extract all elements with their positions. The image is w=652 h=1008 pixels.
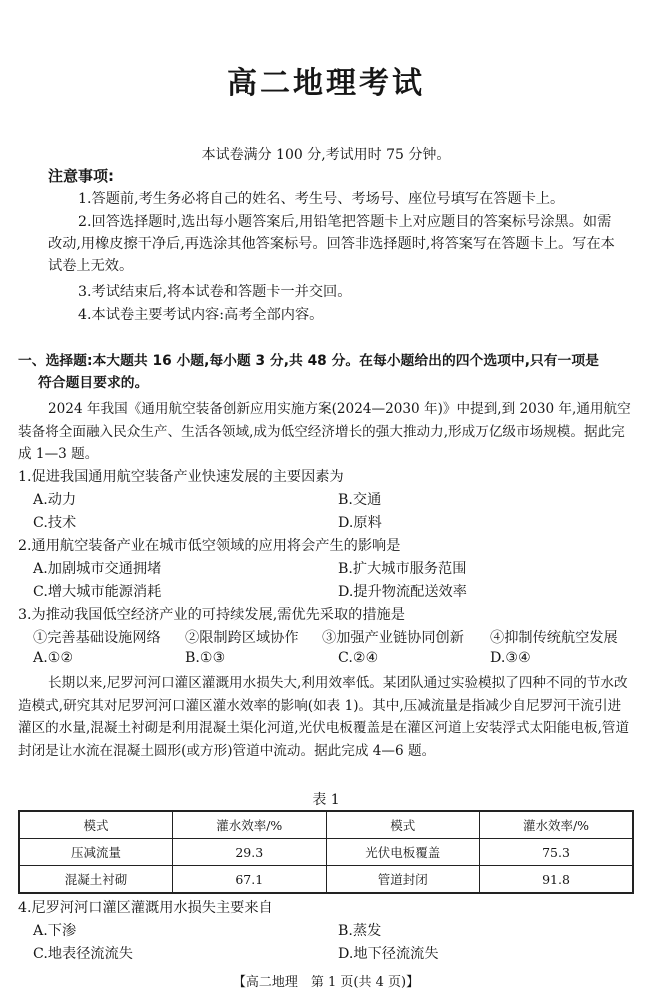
question-4-option-c[interactable]: C.地表径流流失 xyxy=(33,946,133,962)
table-cell: 管道封闭 xyxy=(326,866,480,894)
table-header-cell: 灌水效率/% xyxy=(173,811,327,839)
question-3-statement-1: ①完善基础设施网络 xyxy=(33,630,161,646)
question-2-stem: 2.通用航空装备产业在城市低空领域的应用将会产生的影响是 xyxy=(18,538,401,554)
question-4-option-d[interactable]: D.地下径流流失 xyxy=(338,946,439,962)
question-2-option-b[interactable]: B.扩大城市服务范围 xyxy=(338,561,467,577)
passage-1: 2024 年我国《通用航空装备创新应用实施方案(2024—2030 年)》中提到,到 2030 年,通用航空装备将全面融入民众生产、生活各领域,成为低空经济增长的强大推动力,形成万亿级市场规模。据此完成 1—3 题。 xyxy=(18,401,631,463)
page-title: 高二地理考试 xyxy=(227,66,425,101)
table-cell: 67.1 xyxy=(173,866,327,894)
table-cell: 91.8 xyxy=(480,866,634,894)
notice-item: 4.本试卷主要考试内容:高考全部内容。 xyxy=(78,307,324,323)
table-caption: 表 1 xyxy=(312,792,340,808)
section-heading xyxy=(18,350,638,394)
irrigation-efficiency-table xyxy=(18,810,634,894)
table-cell: 29.3 xyxy=(173,839,327,866)
section-heading-line2: 符合题目要求的。 xyxy=(38,375,149,391)
question-4-stem: 4.尼罗河河口灌区灌溉用水损失主要来自 xyxy=(18,900,273,916)
question-2-option-a[interactable]: A.加剧城市交通拥堵 xyxy=(33,561,162,577)
question-1-option-d[interactable]: D.原料 xyxy=(338,515,382,531)
section-heading-line1: 一、选择题:本大题共 16 小题,每小题 3 分,共 48 分。在每小题给出的四个选项中,只有一项是 xyxy=(18,353,599,369)
notice-item: 2.回答选择题时,选出每小题答案后,用铅笔把答题卡上对应题目的答案标号涂黑。如需改动,用橡皮擦干净后,再选涂其他答案标号。回答非选择题时,将答案写在答题卡上。写在本试卷上无效。 xyxy=(48,214,615,274)
table-row xyxy=(19,866,633,894)
passage-2: 长期以来,尼罗河河口灌区灌溉用水损失大,利用效率低。某团队通过实验模拟了四种不同的节水改造模式,研究其对尼罗河河口灌区灌水效率的影响(如表 1)。其中,压减流量是指减少自尼罗河干流引进灌区的水量,混凝土衬砌是利用混凝土渠化河道,光伏电板覆盖是在灌区河道上安装浮式太阳能电板,管道封闭是让水流在混凝土圆形(或方形)管道中流动。据此完成 4—6 题。 xyxy=(18,675,630,759)
question-1-option-b[interactable]: B.交通 xyxy=(338,492,382,508)
table-header-cell: 模式 xyxy=(326,811,480,839)
question-1-option-a[interactable]: A.动力 xyxy=(33,492,77,508)
question-3-option-d[interactable]: D.③④ xyxy=(490,650,531,666)
exam-info: 本试卷满分 100 分,考试用时 75 分钟。 xyxy=(201,147,451,163)
table-cell: 光伏电板覆盖 xyxy=(326,839,480,866)
question-3-option-b[interactable]: B.①③ xyxy=(185,650,226,666)
table-header-cell: 模式 xyxy=(19,811,173,839)
question-2-option-c[interactable]: C.增大城市能源消耗 xyxy=(33,584,162,600)
page-footer: 【高二地理 第 1 页(共 4 页)】 xyxy=(232,975,420,990)
table-row xyxy=(19,839,633,866)
question-1-option-c[interactable]: C.技术 xyxy=(33,515,77,531)
notice-item: 3.考试结束后,将本试卷和答题卡一并交回。 xyxy=(78,284,352,300)
question-3-statement-3: ③加强产业链协同创新 xyxy=(322,630,464,646)
question-4-option-a[interactable]: A.下渗 xyxy=(33,923,77,939)
question-4-option-b[interactable]: B.蒸发 xyxy=(338,923,382,939)
table-header-cell: 灌水效率/% xyxy=(480,811,634,839)
question-3-statement-2: ②限制跨区域协作 xyxy=(185,630,299,646)
table-header-row xyxy=(19,811,633,839)
notice-item: 1.答题前,考生务必将自己的姓名、考生号、考场号、座位号填写在答题卡上。 xyxy=(78,191,565,207)
question-1-stem: 1.促进我国通用航空装备产业快速发展的主要因素为 xyxy=(18,469,344,485)
question-3-statement-4: ④抑制传统航空发展 xyxy=(490,630,618,646)
notice-heading: 注意事项: xyxy=(48,167,114,185)
table-cell: 压减流量 xyxy=(19,839,173,866)
question-3-stem: 3.为推动我国低空经济产业的可持续发展,需优先采取的措施是 xyxy=(18,607,405,623)
table-cell: 75.3 xyxy=(480,839,634,866)
question-3-option-c[interactable]: C.②④ xyxy=(338,650,379,666)
table-cell: 混凝土衬砌 xyxy=(19,866,173,894)
question-3-option-a[interactable]: A.①② xyxy=(33,650,74,666)
question-2-option-d[interactable]: D.提升物流配送效率 xyxy=(338,584,467,600)
